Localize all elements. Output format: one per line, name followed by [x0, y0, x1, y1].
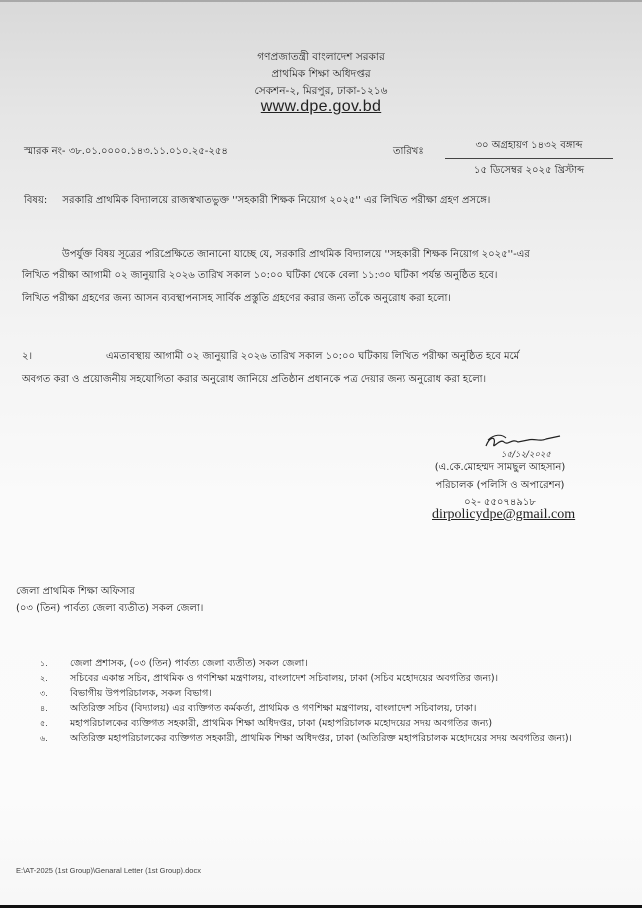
paragraph1-line1: উপর্যুক্ত বিষয় সূত্রের পরিপ্রেক্ষিতে জানানো যাচ্ছে যে, সরকারি প্রাথমিক বিদ্যালয়ে ''সহকারী শিক্ষক নিয়োগ ২০২৫''-এর [62, 249, 530, 260]
top-edge [0, 0, 642, 2]
copy-item: ৪. অতিরিক্ত সচিব (বিদ্যালয়) এর ব্যক্তিগত কর্মকর্তা, প্রাথমিক ও গণশিক্ষা মন্ত্রণালয়, বাংলাদেশ সচিবালয়, ঢাকা। [40, 703, 477, 714]
memo-label: স্মারক নং- [24, 146, 66, 157]
date-bangla: ৩০ অগ্রহায়ণ ১৪৩২ বঙ্গাব্দ [475, 140, 583, 151]
paragraph2-number: ২। [22, 351, 33, 362]
website-link[interactable]: www.dpe.gov.bd [260, 98, 382, 115]
government-name: গণপ্রজাতন্ত্রী বাংলাদেশ সরকার [257, 51, 385, 63]
file-path: E:\AT-2025 (1st Group)\Genaral Letter (1st Group).docx [16, 866, 201, 875]
department-address: সেকশন-২, মিরপুর, ঢাকা-১২১৬ [254, 85, 388, 97]
paragraph2-line1: এমতাবস্থায় আগামী ০২ জানুয়ারি ২০২৬ তারিখ সকাল ১০:০০ ঘটিকায় লিখিত পরীক্ষা অনুষ্ঠিত হবে মর্মে [106, 351, 520, 362]
signatory-designation: পরিচালক (পলিসি ও অপারেশন) [435, 480, 565, 491]
copy-item: ৫. মহাপরিচালকের ব্যক্তিগত সহকারী, প্রাথমিক শিক্ষা অধিদপ্তর, ঢাকা (মহাপরিচালক মহোদয়ের সদয় অবগতির জন্য) [40, 718, 493, 729]
copy-item: ১. জেলা প্রশাসক, (০৩ (তিন) পার্বত্য জেলা ব্যতীত) সকল জেলা। [40, 658, 308, 669]
date-english: ১৫ ডিসেম্বর ২০২৫ খ্রিস্টাব্দ [473, 165, 585, 176]
memo-value: ৩৮.০১.০০০০.১৪৩.১১.০১০.২৫-২৫৪ [68, 146, 228, 157]
subject-text: সরকারি প্রাথমিক বিদ্যালয়ে রাজস্বখাতভুক্ত ''সহকারী শিক্ষক নিয়োগ ২০২৫'' এর লিখিত পরীক্ষা গ্রহণ প্রসঙ্গে। [62, 195, 491, 206]
paragraph1-line2: লিখিত পরীক্ষা আগামী ০২ জানুয়ারি ২০২৬ তারিখ সকাল ১০:০০ ঘটিকা থেকে বেলা ১১:৩০ ঘটিকা পর্যন্ত অনুষ্ঠিত হবে। [22, 270, 498, 281]
recipient-scope: (০৩ (তিন) পার্বত্য জেলা ব্যতীত) সকল জেলা। [16, 603, 204, 614]
signature-date: ১৫/১২/২০২৫ [501, 450, 551, 460]
signatory-email[interactable]: dirpolicydpe@gmail.com [432, 507, 576, 522]
department-name: প্রাথমিক শিক্ষা অধিদপ্তর [271, 68, 371, 80]
date-label: তারিখঃ [393, 146, 424, 157]
signatory-name: (এ.কে.মোহম্মদ সামছুল আহসান) [434, 462, 566, 473]
subject-label: বিষয়: [24, 195, 48, 206]
date-block [445, 138, 613, 180]
copy-item: ৬. অতিরিক্ত মহাপরিচালকের ব্যক্তিগত সহকারী, প্রাথমিক শিক্ষা অধিদপ্তর, ঢাকা (অতিরিক্ত মহাপরিচালক মহোদয়ের সদয় অবগতির জন্য)। [40, 733, 572, 744]
copy-item: ২. সচিবের একান্ত সচিব, প্রাথমিক ও গণশিক্ষা মন্ত্রণালয়, বাংলাদেশ সচিবালয়, ঢাকা (সচিব মহোদয়ের অবগতির জন্য)। [40, 673, 498, 684]
recipient-title: জেলা প্রাথমিক শিক্ষা অফিসার [16, 586, 135, 597]
paragraph1-line3: লিখিত পরীক্ষা গ্রহণের জন্য আসন ব্যবস্থাপনাসহ সার্বিক প্রস্তুতি গ্রহণের করার জন্য তাঁকে অনুরোধ করা হলো। [22, 293, 451, 304]
date-divider [445, 158, 613, 159]
paragraph2-line2: অবগত করা ও প্রয়োজনীয় সহযোগিতা করার অনুরোধ জানিয়ে প্রতিষ্ঠান প্রধানকে পত্র দেয়ার জন্য অনুরোধ করা হলো। [22, 374, 487, 385]
copy-item: ৩. বিভাগীয় উপপরিচালক, সকল বিভাগ। [40, 688, 212, 699]
signatory-phone: ০২- ৫৫০৭৪৯১৮ [464, 497, 536, 508]
memo-number [24, 144, 228, 161]
subject-line [24, 193, 490, 210]
